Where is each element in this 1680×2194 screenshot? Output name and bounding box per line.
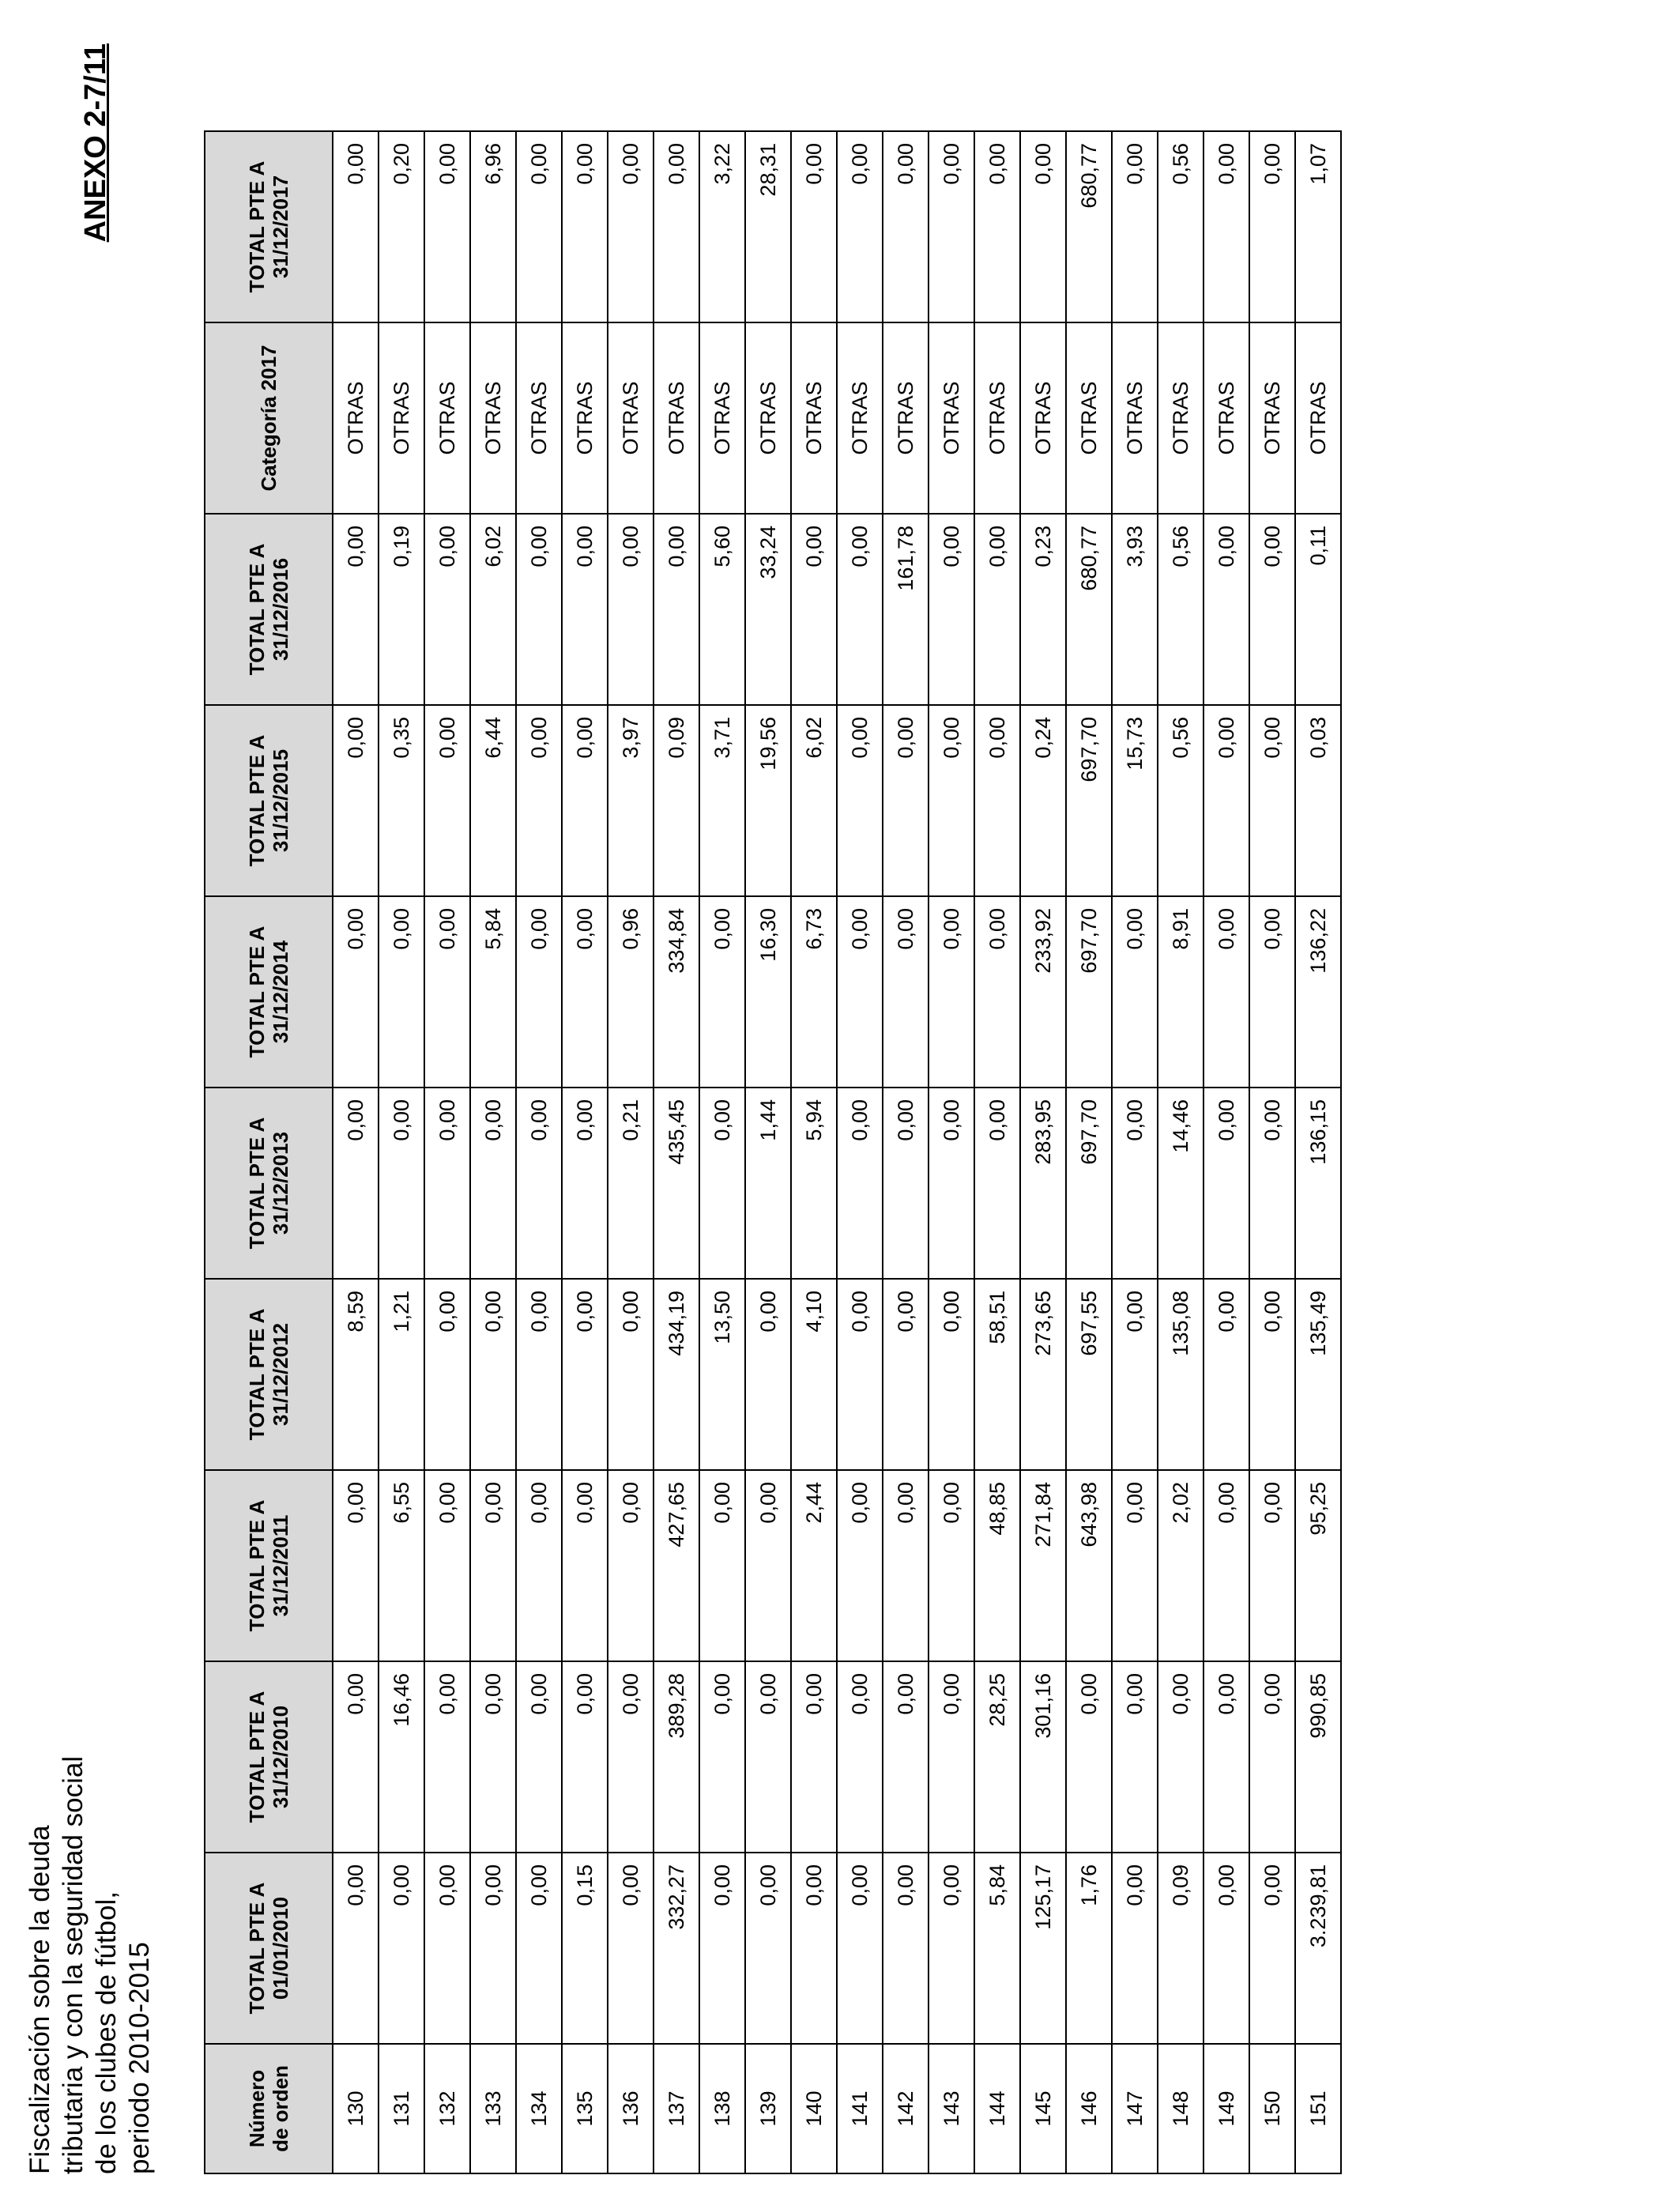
amount-cell: 0,00 — [424, 1088, 470, 1279]
category-cell: OTRAS — [562, 322, 608, 514]
amount-cell: 1,07 — [1295, 131, 1341, 322]
category-cell: OTRAS — [1158, 322, 1203, 514]
amount-cell: 0,00 — [1112, 896, 1158, 1088]
amount-cell: 1,76 — [1066, 1853, 1112, 2044]
amount-cell: 0,00 — [654, 131, 699, 322]
amount-cell: 0,00 — [1203, 131, 1249, 322]
amount-cell: 0,00 — [608, 1470, 654, 1661]
amount-cell: 5,84 — [974, 1853, 1020, 2044]
amount-cell: 0,00 — [516, 1661, 562, 1853]
amount-cell: 0,00 — [1158, 1661, 1203, 1853]
amount-cell: 0,00 — [562, 1279, 608, 1470]
amount-cell: 697,70 — [1066, 1088, 1112, 1279]
amount-cell: 19,56 — [745, 705, 791, 896]
amount-cell: 6,96 — [470, 131, 516, 322]
table-row — [1203, 131, 1249, 2173]
header-line: Fiscalización sobre la deuda — [24, 1825, 55, 2174]
amount-cell: 0,20 — [379, 131, 424, 322]
amount-cell: 0,00 — [1203, 1279, 1249, 1470]
order-number-cell: 144 — [974, 2044, 1020, 2173]
table-row — [745, 131, 791, 2173]
category-cell: OTRAS — [424, 322, 470, 514]
amount-cell: 0,00 — [562, 514, 608, 705]
amount-cell: 0,00 — [699, 896, 745, 1088]
amount-cell: 6,55 — [379, 1470, 424, 1661]
order-number-cell: 146 — [1066, 2044, 1112, 2173]
amount-cell: 0,00 — [745, 1853, 791, 2044]
amount-cell: 0,00 — [424, 514, 470, 705]
amount-cell: 0,00 — [562, 1088, 608, 1279]
amount-cell: 233,92 — [1020, 896, 1066, 1088]
order-number-cell: 145 — [1020, 2044, 1066, 2173]
amount-cell: 58,51 — [974, 1279, 1020, 1470]
amount-cell: 697,55 — [1066, 1279, 1112, 1470]
amount-cell: 0,56 — [1158, 131, 1203, 322]
amount-cell: 8,91 — [1158, 896, 1203, 1088]
table-row — [333, 131, 379, 2173]
amount-cell: 3,22 — [699, 131, 745, 322]
column-header: Número de orden — [205, 2044, 333, 2173]
amount-cell: 0,00 — [516, 1470, 562, 1661]
category-cell: OTRAS — [837, 322, 883, 514]
category-cell: OTRAS — [791, 322, 837, 514]
amount-cell: 271,84 — [1020, 1470, 1066, 1661]
table-row — [379, 131, 424, 2173]
order-number-cell: 147 — [1112, 2044, 1158, 2173]
amount-cell: 0,00 — [608, 131, 654, 322]
table-row — [562, 131, 608, 2173]
category-cell: OTRAS — [470, 322, 516, 514]
amount-cell: 0,00 — [837, 1853, 883, 2044]
amount-cell: 0,00 — [470, 1088, 516, 1279]
order-number-cell: 150 — [1249, 2044, 1295, 2173]
document-header — [24, 1756, 156, 2174]
amount-cell: 0,00 — [516, 514, 562, 705]
amount-cell: 0,00 — [837, 514, 883, 705]
amount-cell: 0,00 — [929, 1470, 974, 1661]
amount-cell: 0,00 — [516, 131, 562, 322]
amount-cell: 0,00 — [745, 1470, 791, 1661]
table-row — [1249, 131, 1295, 2173]
amount-cell: 6,73 — [791, 896, 837, 1088]
amount-cell: 0,00 — [1249, 705, 1295, 896]
amount-cell: 0,00 — [562, 705, 608, 896]
amount-cell: 0,00 — [333, 1853, 379, 2044]
table-row — [654, 131, 699, 2173]
amount-cell: 273,65 — [1020, 1279, 1066, 1470]
amount-cell: 0,09 — [1158, 1853, 1203, 2044]
amount-cell: 0,00 — [699, 1853, 745, 2044]
amount-cell: 0,00 — [929, 1661, 974, 1853]
amount-cell: 301,16 — [1020, 1661, 1066, 1853]
table-row — [791, 131, 837, 2173]
amount-cell: 161,78 — [883, 514, 929, 705]
amount-cell: 14,46 — [1158, 1088, 1203, 1279]
amount-cell: 0,00 — [1249, 514, 1295, 705]
table-row — [699, 131, 745, 2173]
amount-cell: 0,00 — [333, 896, 379, 1088]
amount-cell: 135,49 — [1295, 1279, 1341, 1470]
order-number-cell: 148 — [1158, 2044, 1203, 2173]
amount-cell: 28,31 — [745, 131, 791, 322]
table-row — [929, 131, 974, 2173]
amount-cell: 0,00 — [1203, 1853, 1249, 2044]
amount-cell: 643,98 — [1066, 1470, 1112, 1661]
amount-cell: 3.239,81 — [1295, 1853, 1341, 2044]
amount-cell: 6,02 — [470, 514, 516, 705]
column-header: TOTAL PTE A 31/12/2011 — [205, 1470, 333, 1661]
order-number-cell: 133 — [470, 2044, 516, 2173]
amount-cell: 332,27 — [654, 1853, 699, 2044]
amount-cell: 0,00 — [424, 1470, 470, 1661]
amount-cell: 0,00 — [929, 514, 974, 705]
table-row — [837, 131, 883, 2173]
table-row — [974, 131, 1020, 2173]
amount-cell: 0,24 — [1020, 705, 1066, 896]
category-cell: OTRAS — [1112, 322, 1158, 514]
column-header: TOTAL PTE A 31/12/2014 — [205, 896, 333, 1088]
amount-cell: 0,00 — [562, 896, 608, 1088]
amount-cell: 0,00 — [791, 514, 837, 705]
amount-cell: 0,35 — [379, 705, 424, 896]
amount-cell: 6,02 — [791, 705, 837, 896]
table-row — [1066, 131, 1112, 2173]
amount-cell: 0,23 — [1020, 514, 1066, 705]
amount-cell: 0,00 — [424, 1853, 470, 2044]
amount-cell: 0,00 — [608, 514, 654, 705]
order-number-cell: 134 — [516, 2044, 562, 2173]
category-cell: OTRAS — [974, 322, 1020, 514]
amount-cell: 435,45 — [654, 1088, 699, 1279]
table-row — [424, 131, 470, 2173]
debt-table — [204, 130, 1342, 2174]
table-row — [883, 131, 929, 2173]
amount-cell: 0,00 — [837, 705, 883, 896]
category-cell: OTRAS — [379, 322, 424, 514]
amount-cell: 0,00 — [929, 1279, 974, 1470]
amount-cell: 0,00 — [562, 1661, 608, 1853]
table-header-row — [205, 131, 333, 2173]
amount-cell: 0,00 — [470, 1470, 516, 1661]
amount-cell: 15,73 — [1112, 705, 1158, 896]
amount-cell: 0,00 — [1112, 1279, 1158, 1470]
amount-cell: 0,00 — [424, 1661, 470, 1853]
category-cell: OTRAS — [1066, 322, 1112, 514]
amount-cell: 427,65 — [654, 1470, 699, 1661]
amount-cell: 0,00 — [1203, 514, 1249, 705]
amount-cell: 0,00 — [974, 131, 1020, 322]
category-cell: OTRAS — [745, 322, 791, 514]
amount-cell: 0,00 — [1249, 1853, 1295, 2044]
amount-cell: 0,00 — [1249, 1279, 1295, 1470]
order-number-cell: 137 — [654, 2044, 699, 2173]
amount-cell: 0,00 — [883, 1470, 929, 1661]
amount-cell: 0,00 — [1112, 1470, 1158, 1661]
amount-cell: 697,70 — [1066, 896, 1112, 1088]
order-number-cell: 142 — [883, 2044, 929, 2173]
amount-cell: 0,00 — [1249, 1661, 1295, 1853]
amount-cell: 0,00 — [883, 1661, 929, 1853]
amount-cell: 0,00 — [1203, 896, 1249, 1088]
amount-cell: 334,84 — [654, 896, 699, 1088]
category-cell: OTRAS — [1203, 322, 1249, 514]
amount-cell: 0,00 — [745, 1279, 791, 1470]
annex-label: ANEXO 2-7/11 — [79, 43, 112, 243]
category-cell: OTRAS — [1295, 322, 1341, 514]
amount-cell: 33,24 — [745, 514, 791, 705]
amount-cell: 0,00 — [516, 1279, 562, 1470]
header-line: periodo 2010-2015 — [124, 1942, 155, 2174]
amount-cell: 0,00 — [333, 1088, 379, 1279]
amount-cell: 0,00 — [1203, 705, 1249, 896]
amount-cell: 0,00 — [1112, 1853, 1158, 2044]
amount-cell: 0,00 — [837, 1279, 883, 1470]
amount-cell: 0,00 — [424, 1279, 470, 1470]
amount-cell: 0,00 — [837, 131, 883, 322]
table-row — [1020, 131, 1066, 2173]
amount-cell: 990,85 — [1295, 1661, 1341, 1853]
amount-cell: 16,30 — [745, 896, 791, 1088]
table-row — [516, 131, 562, 2173]
category-cell: OTRAS — [929, 322, 974, 514]
column-header: TOTAL PTE A 31/12/2015 — [205, 705, 333, 896]
amount-cell: 0,00 — [608, 1661, 654, 1853]
order-number-cell: 136 — [608, 2044, 654, 2173]
amount-cell: 0,00 — [562, 131, 608, 322]
amount-cell: 0,00 — [608, 1279, 654, 1470]
amount-cell: 0,00 — [470, 1853, 516, 2044]
amount-cell: 16,46 — [379, 1661, 424, 1853]
order-number-cell: 141 — [837, 2044, 883, 2173]
amount-cell: 8,59 — [333, 1279, 379, 1470]
column-header: TOTAL PTE A 31/12/2017 — [205, 131, 333, 322]
amount-cell: 0,00 — [1249, 1470, 1295, 1661]
amount-cell: 0,00 — [883, 896, 929, 1088]
amount-cell: 0,96 — [608, 896, 654, 1088]
category-cell: OTRAS — [1249, 322, 1295, 514]
amount-cell: 0,56 — [1158, 514, 1203, 705]
header-line: de los clubes de fútbol, — [91, 1891, 122, 2174]
amount-cell: 125,17 — [1020, 1853, 1066, 2044]
amount-cell: 0,00 — [929, 705, 974, 896]
amount-cell: 0,00 — [562, 1470, 608, 1661]
amount-cell: 0,00 — [470, 1661, 516, 1853]
amount-cell: 283,95 — [1020, 1088, 1066, 1279]
amount-cell: 0,00 — [883, 1279, 929, 1470]
amount-cell: 0,00 — [333, 1470, 379, 1661]
amount-cell: 0,00 — [1203, 1470, 1249, 1661]
amount-cell: 0,00 — [1249, 896, 1295, 1088]
amount-cell: 0,00 — [516, 1088, 562, 1279]
column-header: TOTAL PTE A 31/12/2012 — [205, 1279, 333, 1470]
amount-cell: 0,00 — [883, 131, 929, 322]
amount-cell: 3,93 — [1112, 514, 1158, 705]
amount-cell: 0,00 — [837, 1470, 883, 1661]
order-number-cell: 132 — [424, 2044, 470, 2173]
amount-cell: 0,00 — [929, 1088, 974, 1279]
amount-cell: 136,15 — [1295, 1088, 1341, 1279]
amount-cell: 0,00 — [516, 1853, 562, 2044]
amount-cell: 0,00 — [1112, 1661, 1158, 1853]
amount-cell: 5,94 — [791, 1088, 837, 1279]
order-number-cell: 140 — [791, 2044, 837, 2173]
amount-cell: 0,00 — [379, 896, 424, 1088]
table-row — [1112, 131, 1158, 2173]
amount-cell: 5,60 — [699, 514, 745, 705]
amount-cell: 0,00 — [608, 1853, 654, 2044]
order-number-cell: 135 — [562, 2044, 608, 2173]
amount-cell: 0,00 — [974, 514, 1020, 705]
column-header: TOTAL PTE A 01/01/2010 — [205, 1853, 333, 2044]
table-row — [470, 131, 516, 2173]
amount-cell: 0,00 — [424, 896, 470, 1088]
amount-cell: 0,00 — [1249, 131, 1295, 322]
amount-cell: 2,44 — [791, 1470, 837, 1661]
amount-cell: 0,00 — [791, 1853, 837, 2044]
amount-cell: 0,00 — [1203, 1088, 1249, 1279]
amount-cell: 697,70 — [1066, 705, 1112, 896]
order-number-cell: 151 — [1295, 2044, 1341, 2173]
amount-cell: 0,00 — [379, 1853, 424, 2044]
amount-cell: 48,85 — [974, 1470, 1020, 1661]
amount-cell: 680,77 — [1066, 514, 1112, 705]
column-header: TOTAL PTE A 31/12/2010 — [205, 1661, 333, 1853]
amount-cell: 0,00 — [333, 514, 379, 705]
amount-cell: 0,00 — [1066, 1661, 1112, 1853]
amount-cell: 13,50 — [699, 1279, 745, 1470]
category-cell: OTRAS — [608, 322, 654, 514]
table-body — [333, 131, 1341, 2173]
amount-cell: 0,15 — [562, 1853, 608, 2044]
amount-cell: 0,00 — [470, 1279, 516, 1470]
order-number-cell: 138 — [699, 2044, 745, 2173]
amount-cell: 3,97 — [608, 705, 654, 896]
amount-cell: 0,00 — [654, 514, 699, 705]
amount-cell: 6,44 — [470, 705, 516, 896]
amount-cell: 135,08 — [1158, 1279, 1203, 1470]
order-number-cell: 149 — [1203, 2044, 1249, 2173]
order-number-cell: 130 — [333, 2044, 379, 2173]
amount-cell: 0,11 — [1295, 514, 1341, 705]
category-cell: OTRAS — [333, 322, 379, 514]
category-cell: OTRAS — [883, 322, 929, 514]
amount-cell: 0,00 — [791, 1661, 837, 1853]
amount-cell: 1,21 — [379, 1279, 424, 1470]
amount-cell: 0,00 — [929, 131, 974, 322]
amount-cell: 0,56 — [1158, 705, 1203, 896]
amount-cell: 0,00 — [837, 1661, 883, 1853]
amount-cell: 0,00 — [974, 705, 1020, 896]
amount-cell: 0,00 — [424, 705, 470, 896]
amount-cell: 136,22 — [1295, 896, 1341, 1088]
amount-cell: 434,19 — [654, 1279, 699, 1470]
header-line: tributaria y con la seguridad social — [58, 1755, 89, 2174]
amount-cell: 0,00 — [333, 705, 379, 896]
amount-cell: 4,10 — [791, 1279, 837, 1470]
amount-cell: 0,00 — [974, 896, 1020, 1088]
amount-cell: 0,00 — [791, 131, 837, 322]
amount-cell: 28,25 — [974, 1661, 1020, 1853]
category-cell: OTRAS — [699, 322, 745, 514]
amount-cell: 0,00 — [883, 1853, 929, 2044]
table-row — [1295, 131, 1341, 2173]
amount-cell: 0,09 — [654, 705, 699, 896]
amount-cell: 0,00 — [333, 131, 379, 322]
amount-cell: 3,71 — [699, 705, 745, 896]
column-header: Categoría 2017 — [205, 322, 333, 514]
amount-cell: 0,19 — [379, 514, 424, 705]
amount-cell: 0,21 — [608, 1088, 654, 1279]
amount-cell: 0,00 — [883, 705, 929, 896]
amount-cell: 95,25 — [1295, 1470, 1341, 1661]
amount-cell: 0,00 — [1203, 1661, 1249, 1853]
amount-cell: 0,00 — [974, 1088, 1020, 1279]
order-number-cell: 143 — [929, 2044, 974, 2173]
amount-cell: 0,00 — [516, 896, 562, 1088]
category-cell: OTRAS — [654, 322, 699, 514]
amount-cell: 0,00 — [516, 705, 562, 896]
amount-cell: 0,00 — [699, 1661, 745, 1853]
amount-cell: 0,00 — [837, 896, 883, 1088]
amount-cell: 0,00 — [929, 896, 974, 1088]
amount-cell: 0,00 — [1020, 131, 1066, 322]
amount-cell: 0,00 — [837, 1088, 883, 1279]
column-header: TOTAL PTE A 31/12/2013 — [205, 1088, 333, 1279]
amount-cell: 0,00 — [929, 1853, 974, 2044]
category-cell: OTRAS — [1020, 322, 1066, 514]
amount-cell: 680,77 — [1066, 131, 1112, 322]
amount-cell: 0,00 — [699, 1088, 745, 1279]
amount-cell: 0,00 — [1249, 1088, 1295, 1279]
amount-cell: 5,84 — [470, 896, 516, 1088]
amount-cell: 0,00 — [745, 1661, 791, 1853]
table-row — [1158, 131, 1203, 2173]
column-header: TOTAL PTE A 31/12/2016 — [205, 514, 333, 705]
table-row — [608, 131, 654, 2173]
category-cell: OTRAS — [516, 322, 562, 514]
amount-cell: 0,00 — [424, 131, 470, 322]
amount-cell: 2,02 — [1158, 1470, 1203, 1661]
amount-cell: 0,00 — [333, 1661, 379, 1853]
order-number-cell: 131 — [379, 2044, 424, 2173]
amount-cell: 0,00 — [379, 1088, 424, 1279]
amount-cell: 0,00 — [699, 1470, 745, 1661]
amount-cell: 389,28 — [654, 1661, 699, 1853]
amount-cell: 1,44 — [745, 1088, 791, 1279]
amount-cell: 0,00 — [883, 1088, 929, 1279]
amount-cell: 0,00 — [1112, 1088, 1158, 1279]
amount-cell: 0,03 — [1295, 705, 1341, 896]
order-number-cell: 139 — [745, 2044, 791, 2173]
amount-cell: 0,00 — [1112, 131, 1158, 322]
